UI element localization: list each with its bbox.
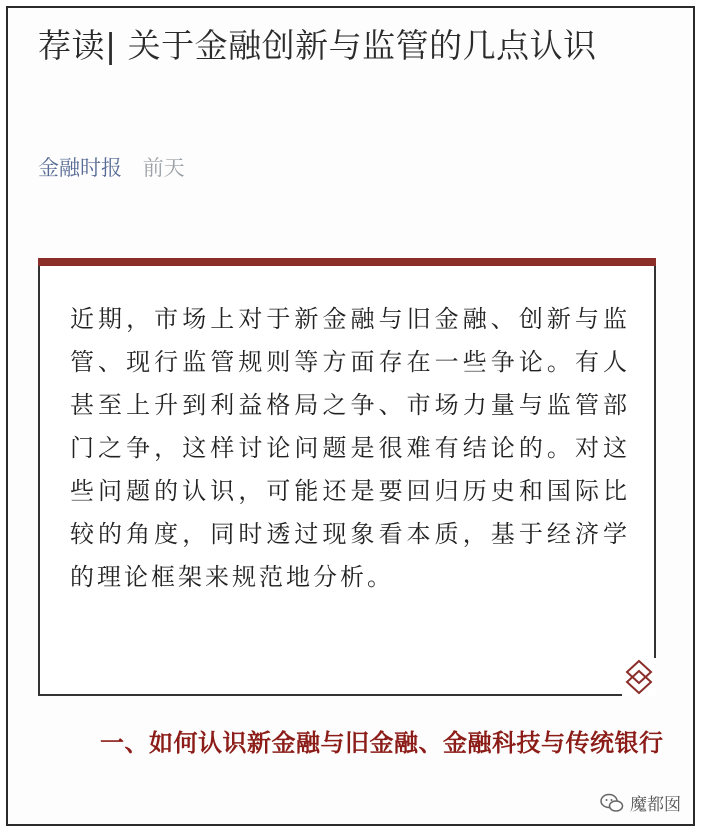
watermark xyxy=(600,790,681,815)
article-meta xyxy=(38,152,185,182)
watermark-text: 魔都囡 xyxy=(630,795,681,815)
wechat-icon xyxy=(600,793,624,813)
quote-text: 近期，市场上对于新金融与旧金融、创新与监管、现行监管规则等方面存在一些争论。有人甚至上升到利益格局之争、市场力量与监管部门之争，这样讨论问题是很难有结论的。对这些问题的认识，可能还是要回归历史和国际比较的角度，同时透过现象看本质，基于经济学的理论框架来规范地分析。 xyxy=(70,305,630,591)
section-heading: 一、如何认识新金融与旧金融、金融科技与传统银行 xyxy=(100,729,664,757)
quote-box xyxy=(38,266,656,696)
article-title: 荐读| 关于金融创新与监管的几点认识 xyxy=(38,26,597,65)
diamond-ornament-icon xyxy=(622,658,656,696)
publish-time: 前天 xyxy=(142,156,185,180)
source-link[interactable]: 金融时报 xyxy=(38,156,122,180)
